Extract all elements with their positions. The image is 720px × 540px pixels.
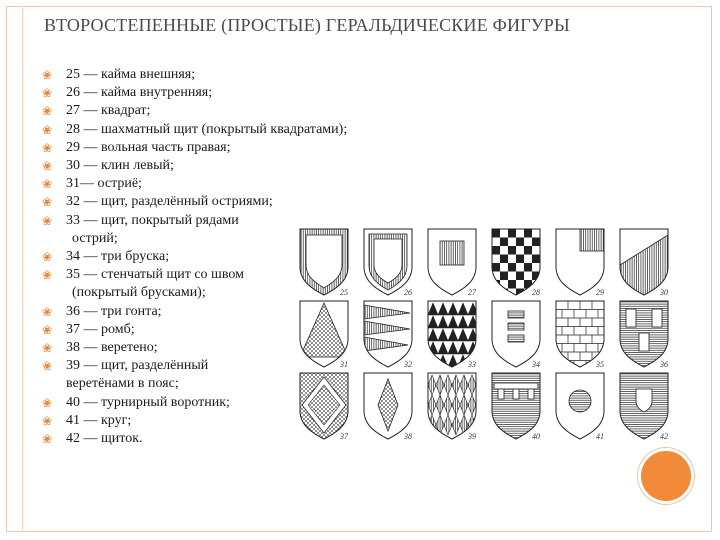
bullet-icon: ❀: [42, 195, 53, 210]
bullet-icon: ❀: [42, 104, 53, 119]
list-item-text: 41 — круг;: [66, 412, 132, 428]
shield-masoned-icon: [550, 297, 610, 369]
list-item-text: 27 — квадрат;: [66, 103, 151, 119]
bullet-icon: ❀: [42, 268, 53, 283]
shield-figure: [294, 225, 354, 297]
shield-number: 34: [532, 360, 540, 369]
list-item-text: 38 — веретено;: [66, 340, 158, 356]
shield-figure: [614, 225, 674, 297]
list-item-text: 36 — три гонта;: [66, 303, 162, 319]
shield-figure: [422, 225, 482, 297]
list-item-text: 42 — щиток.: [66, 431, 143, 447]
bullet-icon: ❀: [42, 304, 53, 319]
shield-figure: [294, 369, 354, 441]
shield-number: 29: [596, 288, 604, 297]
bullet-icon: ❀: [42, 359, 53, 374]
list-item-text: 39 — щит, разделённый: [66, 358, 209, 374]
bullet-icon: ❀: [42, 322, 53, 337]
list-item: [42, 139, 422, 157]
list-item: [42, 121, 422, 139]
shield-bordure-icon: [294, 225, 354, 297]
shield-three-billets-icon: [486, 297, 546, 369]
shield-figure: [294, 297, 354, 369]
shield-grid: [294, 225, 704, 455]
shield-number: 42: [660, 432, 668, 441]
list-item-text: 34 — три бруска;: [66, 249, 170, 265]
list-item-continuation: веретёнами в пояс;: [66, 376, 179, 392]
shield-figure: [486, 297, 546, 369]
shield-figure: [614, 297, 674, 369]
list-item-text: 35 — стенчатый щит со швом: [66, 267, 244, 283]
list-item-continuation: (покрытый брусками);: [72, 285, 206, 301]
list-item-text: 31— остриё;: [66, 176, 142, 192]
shield-piles-icon: [358, 297, 418, 369]
bullet-icon: ❀: [42, 177, 53, 192]
shield-number: 39: [468, 432, 476, 441]
shield-number: 28: [532, 288, 540, 297]
bullet-icon: ❀: [42, 432, 53, 447]
shield-canton-icon: [550, 225, 610, 297]
bullet-icon: ❀: [42, 86, 53, 101]
bullet-icon: ❀: [42, 413, 53, 428]
shield-label-icon: [486, 369, 546, 441]
shield-checky-icon: [486, 225, 546, 297]
bullet-icon: ❀: [42, 122, 53, 137]
list-item: [42, 66, 422, 84]
shield-three-shingles-icon: [614, 297, 674, 369]
shield-number: 26: [404, 288, 412, 297]
bullet-icon: ❀: [42, 395, 53, 410]
shield-lozenge-icon: [294, 369, 354, 441]
shield-square-icon: [422, 225, 482, 297]
shield-figure: [422, 369, 482, 441]
decorative-circle: [638, 448, 694, 504]
list-item-text: 30 — клин левый;: [66, 158, 174, 174]
shield-number: 31: [340, 360, 348, 369]
list-item: [42, 157, 422, 175]
shield-figure: [486, 369, 546, 441]
shield-figure: [614, 369, 674, 441]
list-item: [42, 84, 422, 102]
shield-roundel-icon: [550, 369, 610, 441]
list-item-text: 25 — кайма внешняя;: [66, 67, 196, 82]
list-item: [42, 175, 422, 193]
list-item-text: 32 — щит, разделённый остриями;: [66, 194, 273, 210]
shield-number: 30: [660, 288, 668, 297]
list-item-text: 33 — щит, покрытый рядами: [66, 212, 239, 228]
shield-figure: [358, 369, 418, 441]
shield-figure: [550, 225, 610, 297]
bullet-icon: ❀: [42, 159, 53, 174]
shield-number: 25: [340, 288, 348, 297]
shield-number: 41: [596, 432, 604, 441]
shield-number: 33: [468, 360, 476, 369]
shield-number: 36: [660, 360, 668, 369]
shield-number: 35: [596, 360, 604, 369]
bullet-icon: ❀: [42, 68, 53, 82]
shield-pile-icon: [294, 297, 354, 369]
shield-number: 27: [468, 288, 476, 297]
list-item-text: 37 — ромб;: [66, 321, 135, 337]
shield-number: 32: [404, 360, 412, 369]
bullet-icon: ❀: [42, 341, 53, 356]
shield-gyron-icon: [614, 225, 674, 297]
list-item: [42, 193, 422, 211]
list-item-text: 28 — шахматный щит (покрытый квадратами);: [66, 121, 348, 137]
list-item-text: 26 — кайма внутренняя;: [66, 85, 213, 101]
shield-figure: [422, 297, 482, 369]
list-item-text: 40 — турнирный воротник;: [66, 394, 230, 410]
shield-number: 37: [340, 432, 348, 441]
shield-number: 40: [532, 432, 540, 441]
shield-figure: [486, 225, 546, 297]
shield-fusils-in-fess-icon: [422, 369, 482, 441]
slide-title: ВТОРОСТЕПЕННЫЕ (ПРОСТЫЕ) ГЕРАЛЬДИЧЕСКИЕ ФИГУРЫ: [44, 15, 570, 35]
shield-figure: [358, 225, 418, 297]
list-item: [42, 102, 422, 120]
list-item-continuation: острий;: [72, 230, 118, 246]
bullet-icon: ❀: [42, 213, 53, 228]
shield-orle-icon: [358, 225, 418, 297]
shield-fusil-icon: [358, 369, 418, 441]
shield-rows-of-piles-icon: [422, 297, 482, 369]
list-item-text: 29 — вольная часть правая;: [66, 139, 231, 155]
shield-inescutcheon-icon: [614, 369, 674, 441]
shield-figure: [358, 297, 418, 369]
bullet-icon: ❀: [42, 140, 53, 155]
bullet-icon: ❀: [42, 250, 53, 265]
slide-left-rule: [22, 6, 23, 532]
shield-figure: [550, 369, 610, 441]
shield-number: 38: [404, 432, 412, 441]
shield-figure: [550, 297, 610, 369]
